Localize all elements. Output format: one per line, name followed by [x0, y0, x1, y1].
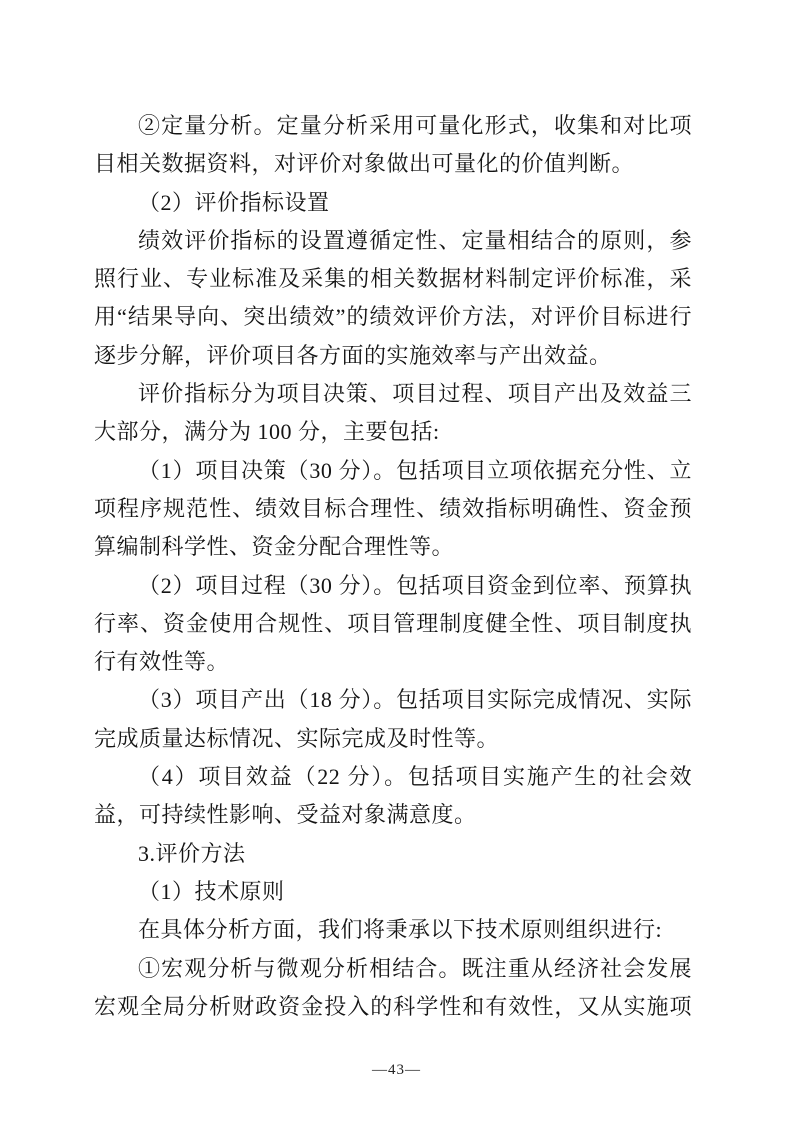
paragraph: ②定量分析。定量分析采用可量化形式，收集和对比项目相关数据资料，对评价对象做出可量化的价值判断。 [94, 113, 692, 177]
paragraph: 在具体分析方面，我们将秉承以下技术原则组织进行: [138, 917, 663, 943]
document-body [94, 107, 692, 1026]
paragraph: 评价指标分为项目决策、项目过程、项目产出及效益三大部分，满分为 100 分，主要包括: [94, 381, 692, 445]
paragraph: （2）评价指标设置 [138, 189, 330, 215]
paragraph: （1）项目决策（30 分）。包括项目立项依据充分性、立项程序规范性、绩效目标合理性、绩效指标明确性、资金预算编制科学性、资金分配合理性等。 [94, 457, 692, 560]
paragraph: （1）技术原则 [138, 878, 285, 904]
paragraph: （2）项目过程（30 分）。包括项目资金到位率、预算执行率、资金使用合规性、项目管理制度健全性、项目制度执行有效性等。 [94, 572, 692, 675]
paragraph: （4）项目效益（22 分）。包括项目实施产生的社会效益，可持续性影响、受益对象满意度。 [94, 764, 692, 828]
paragraph: （3）项目产出（18 分）。包括项目实际完成情况、实际完成质量达标情况、实际完成及时性等。 [94, 687, 692, 751]
paragraph: 3.评价方法 [138, 840, 246, 866]
paragraph: 绩效评价指标的设置遵循定性、定量相结合的原则，参照行业、专业标准及采集的相关数据材料制定评价标准，采用“结果导向、突出绩效”的绩效评价方法，对评价目标进行逐步分解，评价项目各方面的实施效率与产出效益。 [94, 227, 692, 368]
paragraph: ①宏观分析与微观分析相结合。既注重从经济社会发展宏观全局分析财政资金投入的科学性和有效性，又从实施项 [94, 955, 692, 1019]
page-number: —43— [372, 1062, 421, 1078]
